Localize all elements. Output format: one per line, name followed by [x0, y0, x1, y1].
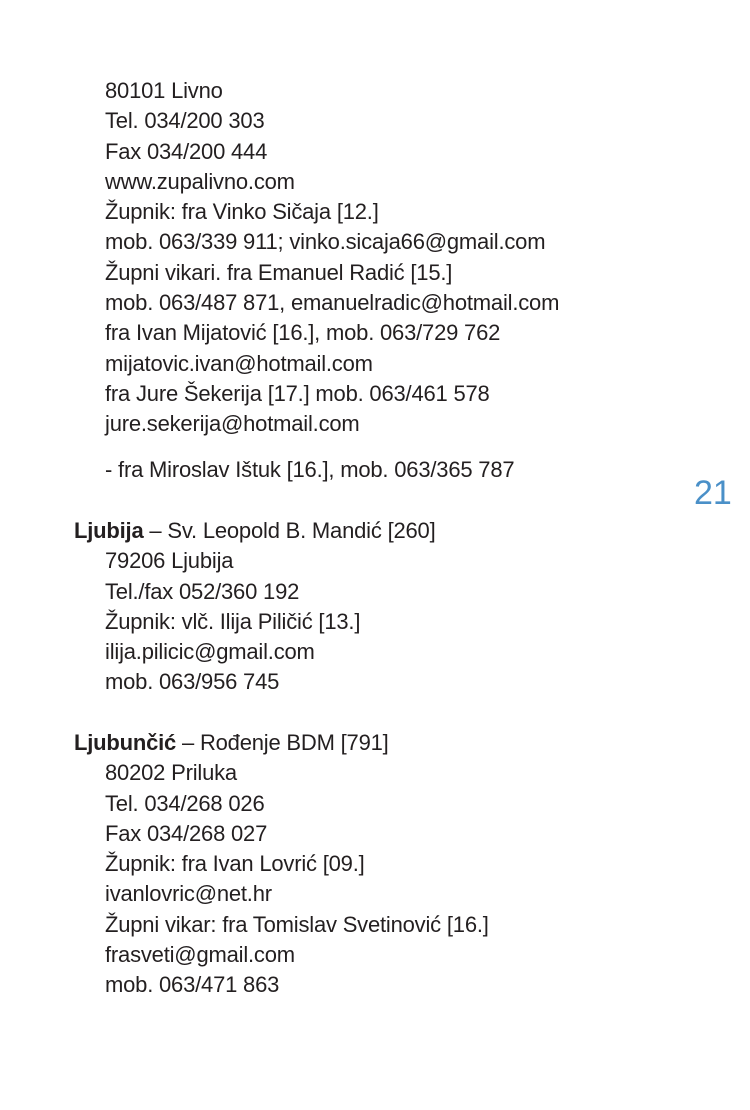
ljubuncic-vicar: Župni vikar: fra Tomislav Svetinović [16.] [105, 911, 489, 937]
ljubuncic-heading-rest: – Rođenje BDM [791] [176, 730, 389, 755]
ljubuncic-vicar-email: frasveti@gmail.com [105, 942, 295, 968]
livno-address: 80101 Livno [105, 78, 223, 103]
ljubija-email: ilija.pilicic@gmail.com [105, 639, 315, 665]
ljubuncic-phone: Tel. 034/268 026 [105, 790, 265, 816]
ljubuncic-name: Ljubunčić [74, 730, 177, 755]
livno-vicar-3: fra Jure Šekerija [17.] mob. 063/461 578 [105, 380, 490, 406]
livno-website: www.zupalivno.com [105, 168, 295, 194]
ljubija-address: 79206 Ljubija [105, 548, 234, 574]
ljubuncic-pastor: Župnik: fra Ivan Lovrić [09.] [105, 851, 365, 877]
ljubija-heading [74, 516, 436, 546]
ljubuncic-mobile: mob. 063/471 863 [105, 972, 280, 998]
ljubuncic-address: 80202 Priluka [105, 760, 237, 786]
livno-extra-line: - fra Miroslav Ištuk [16.], mob. 063/365 787 [105, 457, 515, 482]
livno-pastor: Župnik: fra Vinko Sičaja [12.] [105, 199, 379, 225]
livno-vicar: Župni vikari. fra Emanuel Radić [15.] [105, 259, 453, 285]
page-number: 21 [694, 474, 732, 512]
ljubija-name: Ljubija [74, 518, 144, 543]
ljubija-pastor: Župnik: vlč. Ilija Piličić [13.] [105, 608, 361, 634]
ljubuncic-fax: Fax 034/268 027 [105, 820, 268, 846]
ljubija-phone: Tel./fax 052/360 192 [105, 578, 300, 604]
livno-vicar-2-email: mijatovic.ivan@hotmail.com [105, 350, 373, 376]
livno-phone: Tel. 034/200 303 [105, 108, 265, 134]
livno-vicar-2: fra Ivan Mijatović [16.], mob. 063/729 762 [105, 320, 501, 346]
ljubija-mobile: mob. 063/956 745 [105, 669, 280, 695]
ljubuncic-entry [74, 728, 489, 1001]
livno-vicar-contact: mob. 063/487 871, emanuelradic@hotmail.com [105, 290, 560, 316]
livno-pastor-contact: mob. 063/339 911; vinko.sicaja66@gmail.com [105, 229, 546, 255]
livno-entry [74, 76, 559, 440]
ljubija-heading-rest: – Sv. Leopold B. Mandić [260] [143, 518, 436, 543]
ljubuncic-heading [74, 728, 489, 758]
ljubija-entry [74, 516, 436, 698]
ljubuncic-pastor-email: ivanlovric@net.hr [105, 881, 272, 907]
livno-fax: Fax 034/200 444 [105, 138, 268, 164]
livno-vicar-3-email: jure.sekerija@hotmail.com [105, 411, 360, 437]
livno-extra-entry [74, 455, 514, 485]
